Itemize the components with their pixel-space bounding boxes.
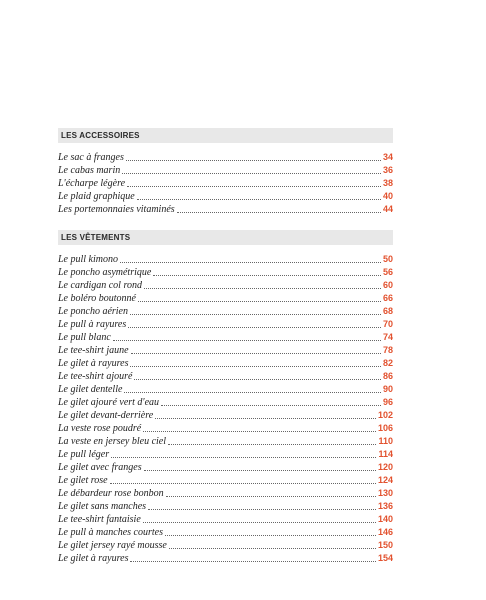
dot-leader [169, 539, 376, 549]
entry-list [58, 253, 393, 565]
entry-title: Le gilet rose [58, 475, 108, 486]
page-number: 38 [382, 178, 393, 188]
toc-entry[interactable] [58, 190, 393, 203]
dot-leader [134, 370, 381, 380]
toc-entry[interactable] [58, 177, 393, 190]
dot-leader [130, 357, 381, 367]
dot-leader [111, 448, 376, 458]
entry-title: La veste rose poudré [58, 423, 142, 434]
entry-title: Le sac à franges [58, 152, 124, 163]
dot-leader [168, 435, 376, 445]
dot-leader [161, 396, 381, 406]
toc-entry[interactable] [58, 151, 393, 164]
page-number: 70 [382, 319, 393, 329]
toc-entry[interactable] [58, 552, 393, 565]
dot-leader [126, 151, 381, 161]
toc-entry[interactable] [58, 513, 393, 526]
page-number: 114 [378, 449, 393, 459]
toc-entry[interactable] [58, 461, 393, 474]
entry-title: Le cabas marin [58, 165, 121, 176]
entry-title: Le pull blanc [58, 332, 111, 343]
entry-title: Le gilet jersey rayé mousse [58, 540, 167, 551]
page-number: 120 [377, 462, 393, 472]
page-number: 78 [382, 345, 393, 355]
page-number: 56 [382, 267, 393, 277]
entry-title: Le gilet devant-derrière [58, 410, 154, 421]
dot-leader [124, 383, 381, 393]
toc-entry[interactable] [58, 305, 393, 318]
dot-leader [177, 203, 381, 213]
dot-leader [137, 190, 381, 200]
entry-title: L'écharpe légère [58, 178, 126, 189]
entry-title: Le pull léger [58, 449, 110, 460]
dot-leader [130, 552, 376, 562]
page-number: 110 [378, 436, 393, 446]
page-number: 150 [377, 540, 393, 550]
page-number: 90 [382, 384, 393, 394]
dot-leader [144, 461, 376, 471]
page-number: 82 [382, 358, 393, 368]
section-header: LES ACCESSOIRES [58, 128, 393, 143]
toc-entry[interactable] [58, 422, 393, 435]
toc-entry[interactable] [58, 409, 393, 422]
dot-leader [131, 344, 381, 354]
page-number: 146 [377, 527, 393, 537]
page-number: 86 [382, 371, 393, 381]
entry-title: Le tee-shirt ajouré [58, 371, 133, 382]
entry-title: Le plaid graphique [58, 191, 135, 202]
entry-title: Le pull à rayures [58, 319, 127, 330]
toc-entry[interactable] [58, 344, 393, 357]
entry-title: Le gilet ajouré vert d'eau [58, 397, 160, 408]
page-number: 136 [377, 501, 393, 511]
toc-entry[interactable] [58, 318, 393, 331]
page-number: 44 [382, 204, 393, 214]
dot-leader [110, 474, 376, 484]
dot-leader [166, 487, 376, 497]
toc-entry[interactable] [58, 383, 393, 396]
page-number: 34 [382, 152, 393, 162]
section-accessoires [58, 128, 393, 216]
entry-title: Le cardigan col rond [58, 280, 142, 291]
page-number: 102 [377, 410, 393, 420]
page-number: 74 [382, 332, 393, 342]
entry-title: Le boléro boutonné [58, 293, 136, 304]
dot-leader [113, 331, 381, 341]
dot-leader [143, 513, 376, 523]
page-number: 106 [377, 423, 393, 433]
page-number: 66 [382, 293, 393, 303]
entry-title: Le poncho asymétrique [58, 267, 152, 278]
toc-entry[interactable] [58, 253, 393, 266]
entry-title: Le gilet dentelle [58, 384, 123, 395]
toc-entry[interactable] [58, 435, 393, 448]
toc-entry[interactable] [58, 370, 393, 383]
entry-title: Le gilet sans manches [58, 501, 147, 512]
toc-entry[interactable] [58, 292, 393, 305]
entry-title: Le poncho aérien [58, 306, 128, 317]
page-number: 96 [382, 397, 393, 407]
entry-title: Le pull kimono [58, 254, 118, 265]
dot-leader [127, 177, 381, 187]
dot-leader [155, 409, 376, 419]
entry-title: Le tee-shirt fantaisie [58, 514, 141, 525]
page-number: 60 [382, 280, 393, 290]
entry-title: Le débardeur rose bonbon [58, 488, 164, 499]
dot-leader [138, 292, 381, 302]
entry-title: Le tee-shirt jaune [58, 345, 129, 356]
toc-entry[interactable] [58, 203, 393, 216]
entry-title: Les portemonnaies vitaminés [58, 204, 175, 215]
page-number: 124 [377, 475, 393, 485]
toc-entry[interactable] [58, 331, 393, 344]
dot-leader [153, 266, 381, 276]
toc-entry[interactable] [58, 474, 393, 487]
toc-entry[interactable] [58, 448, 393, 461]
toc-entry[interactable] [58, 539, 393, 552]
entry-title: Le gilet avec franges [58, 462, 142, 473]
dot-leader [144, 279, 381, 289]
page-number: 36 [382, 165, 393, 175]
dot-leader [165, 526, 376, 536]
dot-leader [148, 500, 376, 510]
page-number: 40 [382, 191, 393, 201]
toc-entry[interactable] [58, 357, 393, 370]
toc-entry[interactable] [58, 164, 393, 177]
page-number: 68 [382, 306, 393, 316]
section-vetements [58, 230, 393, 565]
dot-leader [128, 318, 381, 328]
entry-title: Le pull à manches courtes [58, 527, 163, 538]
entry-list [58, 151, 393, 216]
section-header: LES VÊTEMENTS [58, 230, 393, 245]
dot-leader [120, 253, 381, 263]
dot-leader [143, 422, 376, 432]
table-of-contents [58, 128, 393, 565]
dot-leader [130, 305, 381, 315]
toc-entry[interactable] [58, 279, 393, 292]
page-number: 154 [377, 553, 393, 563]
toc-entry[interactable] [58, 266, 393, 279]
toc-entry[interactable] [58, 396, 393, 409]
entry-title: La veste en jersey bleu ciel [58, 436, 167, 447]
entry-title: Le gilet à rayures [58, 553, 129, 564]
toc-entry[interactable] [58, 500, 393, 513]
page-number: 130 [377, 488, 393, 498]
toc-entry[interactable] [58, 487, 393, 500]
page-number: 140 [377, 514, 393, 524]
entry-title: Le gilet à rayures [58, 358, 129, 369]
page-number: 50 [382, 254, 393, 264]
toc-entry[interactable] [58, 526, 393, 539]
dot-leader [122, 164, 381, 174]
